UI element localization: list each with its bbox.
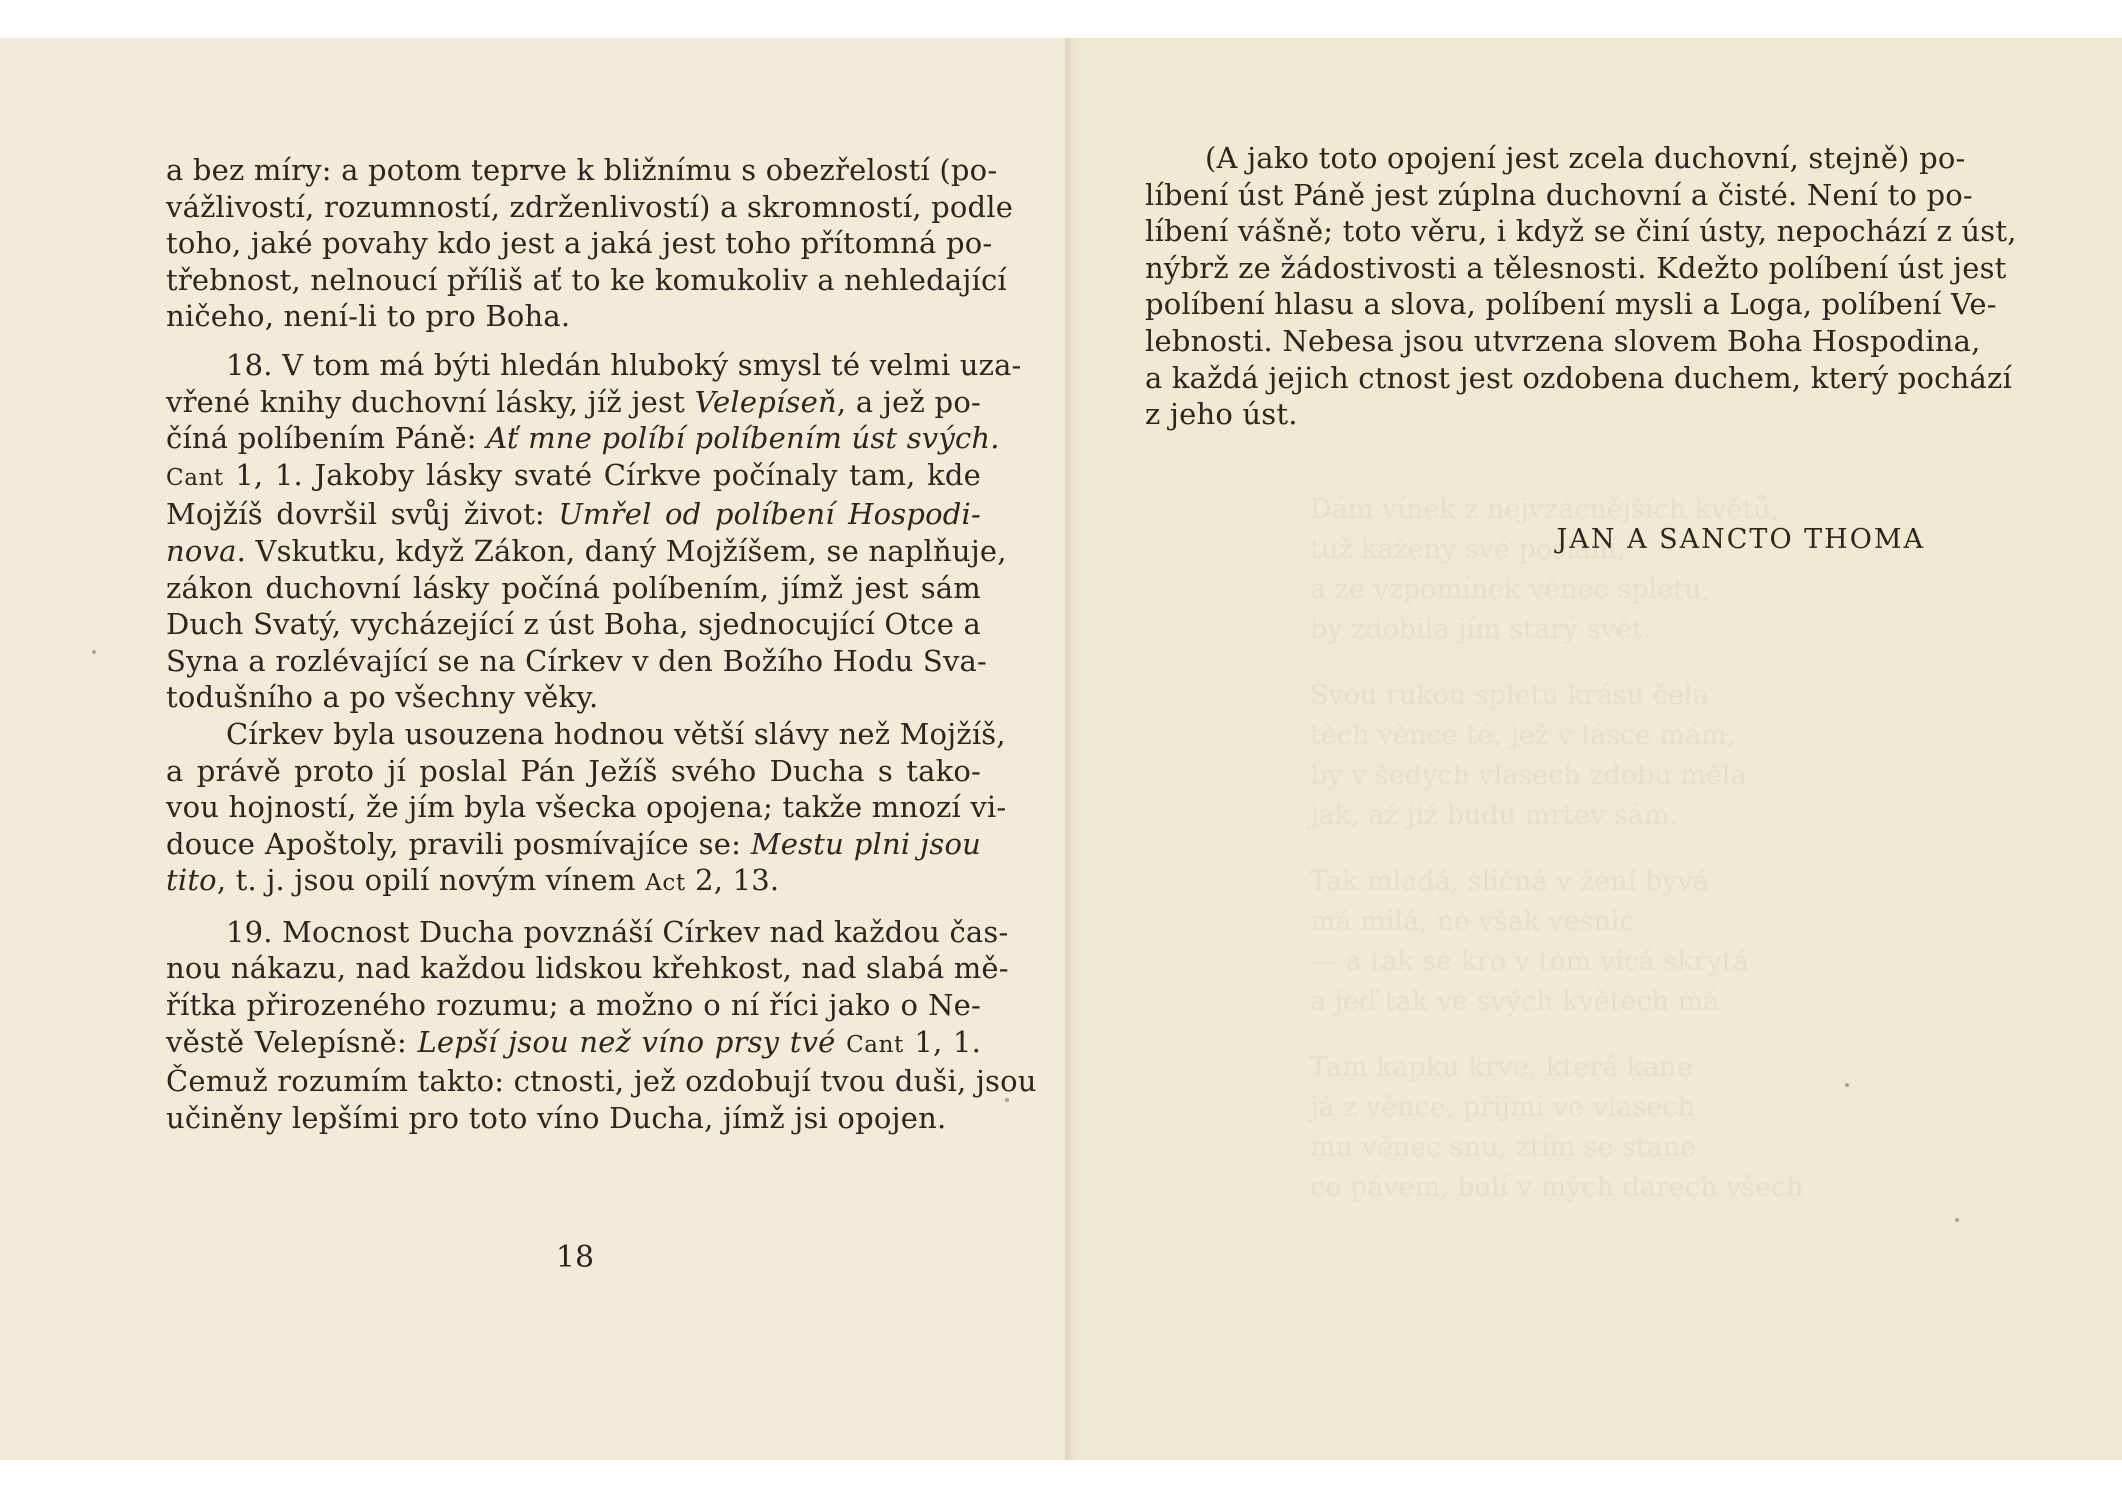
text-line: a každá jejich ctnost jest ozdobena duchem, který pochází: [1145, 360, 2012, 395]
paper-speck: [1955, 1218, 1959, 1222]
text-line: 18. V tom má býti hledán hluboký smysl té velmi uza-: [226, 347, 1022, 382]
text-line: zákon duchovní lásky počíná políbením, jímž jest sám: [166, 570, 981, 605]
text-line: todušního a po všechny věky.: [166, 680, 599, 715]
text-line: nova. Vskutku, když Zákon, daný Mojžíšem, se naplňuje,: [166, 533, 1007, 568]
show-through-line: Tam kapku krve, která kane: [1310, 1052, 1693, 1083]
text-line: z jeho úst.: [1145, 397, 1298, 432]
text-line: a právě proto jí poslal Pán Ježíš svého Ducha s tako-: [166, 753, 981, 788]
show-through-line: co pávem, bolí v mých darech všech: [1310, 1172, 1804, 1203]
text-line: číná políbením Páně: Ať mne políbí políbením úst svých.: [166, 421, 1000, 456]
show-through-line: a ze vzpomínek věnec spletu,: [1310, 574, 1710, 605]
paper-speck: [92, 650, 96, 654]
show-through-line: Svou rukou spletu krásu čela: [1310, 680, 1709, 711]
author-signature: JAN A SANCTO THOMA: [1556, 524, 1925, 555]
show-through-line: mu věnec snu, ztím se stane: [1310, 1132, 1697, 1163]
text-line: nýbrž ze žádostivosti a tělesnosti. Kdežto políbení úst jest: [1145, 250, 2007, 285]
show-through-line: těch věnce té, jež v lásce mám,: [1310, 720, 1736, 751]
show-through-line: by zdobila jím starý svět.: [1310, 614, 1652, 645]
right-page-body-text: [1145, 140, 2017, 433]
show-through-line: Tak mladá, sličná v žení byvá: [1310, 866, 1709, 897]
text-line: vážlivostí, rozumností, zdrženlivostí) a skromností, podle: [166, 189, 1014, 224]
left-page-body-text: [166, 152, 1037, 1136]
text-line: Čemuž rozumím takto: ctnosti, jež ozdobují tvou duši, jsou: [166, 1064, 1037, 1099]
text-line: Mojžíš dovršil svůj život: Umřel od políbení Hospodi-: [166, 497, 981, 532]
show-through-line: — a tak se kro v tom vícá skrytá: [1310, 946, 1749, 977]
text-line: vřené knihy duchovní lásky, jíž jest Velepíseň, a jež po-: [166, 384, 981, 419]
text-line: douce Apoštoly, pravili posmívajíce se: Mestu plni jsou: [166, 826, 981, 861]
text-line: Duch Svatý, vycházející z úst Boha, sjednocující Otce a: [166, 607, 981, 642]
text-line: políbení hlasu a slova, políbení mysli a Loga, políbení Ve-: [1145, 287, 1997, 322]
text-line: řítka přirozeného rozumu; a možno o ní říci jako o Ne-: [166, 988, 981, 1023]
text-line: a bez míry: a potom teprve k bližnímu s obezřelostí (po-: [166, 153, 998, 187]
text-line: Církev byla usouzena hodnou větší slávy než Mojžíš,: [226, 716, 1006, 751]
show-through-line: má milá, ne však vesnic: [1310, 906, 1635, 937]
show-through-line: Dám vínek z nejvzácnějších květů,: [1310, 494, 1780, 525]
show-through-line: já z věnce, přijmi ve vlasech: [1310, 1092, 1695, 1123]
paper-speck: [1005, 1098, 1009, 1102]
text-line: líbení úst Páně jest zúplna duchovní a čisté. Není to po-: [1145, 177, 1973, 212]
text-line: nou nákazu, nad každou lidskou křehkost, nad slabá mě-: [166, 951, 1009, 986]
show-through-line: jak, až již budu mrtev sám.: [1310, 800, 1678, 831]
text-line: Syna a rozlévající se na Církev v den Božího Hodu Sva-: [166, 643, 988, 678]
text-line: líbení vášně; toto věru, i když se činí ústy, nepochází z úst,: [1145, 214, 2017, 249]
show-through-text: [1310, 490, 1870, 1208]
text-line: tito, t. j. jsou opilí novým vínem Act 2, 13.: [166, 863, 780, 898]
text-line: Cant 1, 1. Jakoby lásky svaté Církve počínaly tam, kde: [166, 457, 981, 492]
show-through-line: by v šedých vlasech zdobu měla: [1310, 760, 1747, 791]
text-line: toho, jaké povahy kdo jest a jaká jest toho přítomná po-: [166, 226, 993, 261]
text-line: 19. Mocnost Ducha povznáší Církev nad každou čas-: [226, 914, 1009, 949]
show-through-line: a jeď tak ve svých květech má: [1310, 986, 1720, 1017]
page-number: 18: [555, 1240, 595, 1275]
text-line: učiněny lepšími pro toto víno Ducha, jímž jsi opojen.: [166, 1100, 947, 1135]
text-line: lebnosti. Nebesa jsou utvrzena slovem Boha Hospodina,: [1145, 323, 1981, 358]
text-line: ničeho, není-li to pro Boha.: [166, 299, 571, 334]
text-line: třebnost, nelnoucí příliš ať to ke komukoliv a nehledající: [166, 262, 1007, 297]
show-through-line: tuž kaženy své poslání,: [1310, 534, 1626, 565]
text-line: vou hojností, že jím byla všecka opojena; takže mnozí vi-: [166, 790, 1007, 825]
text-line: (A jako toto opojení jest zcela duchovní, stejně) po-: [1205, 141, 1966, 175]
text-line: věstě Velepísně: Lepší jsou než víno prsy tvé Cant 1, 1.: [166, 1024, 981, 1059]
